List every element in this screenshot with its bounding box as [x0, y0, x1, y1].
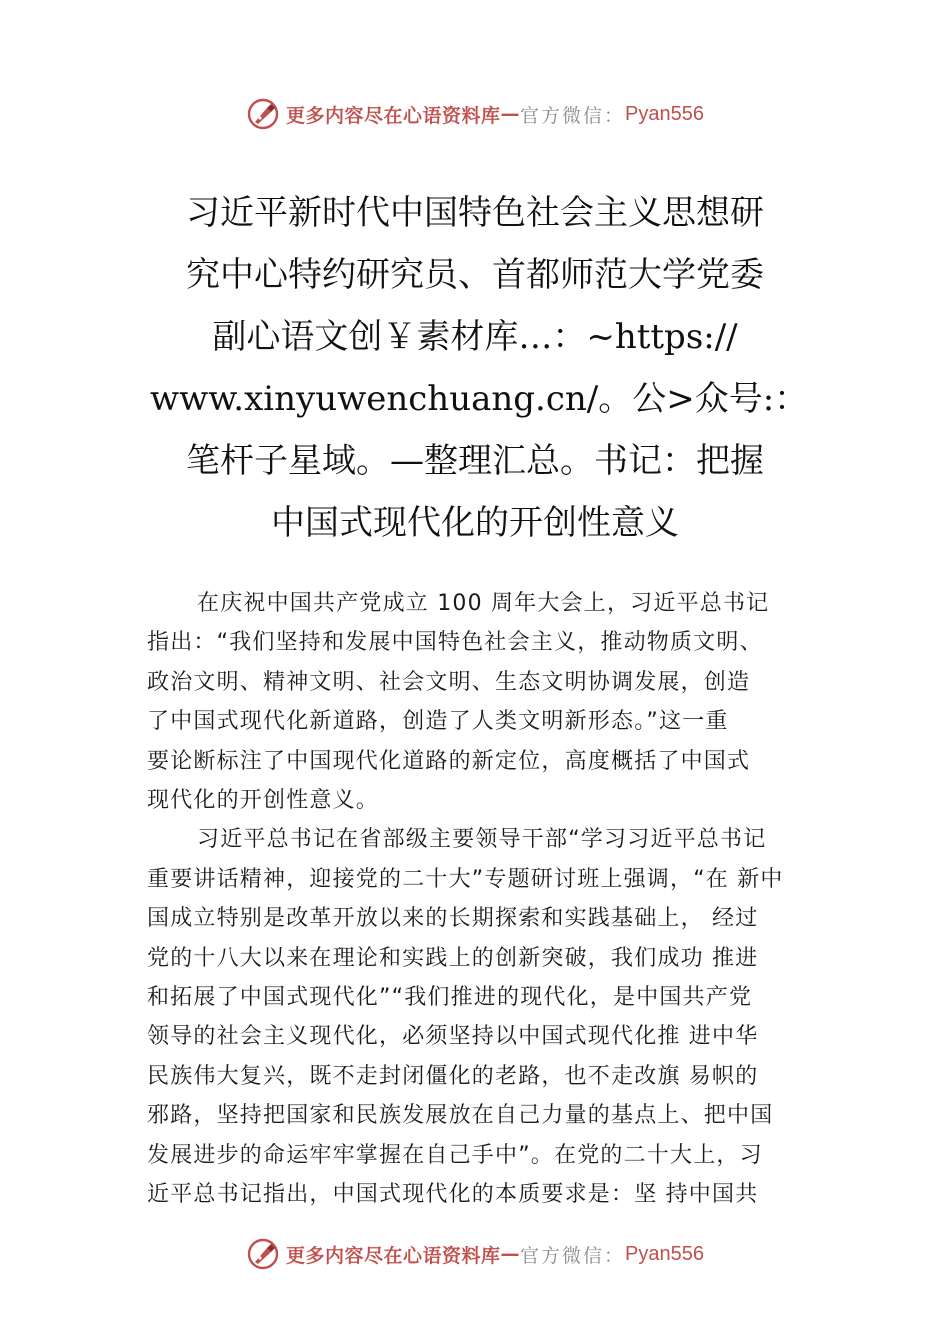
paragraph-line: 在庆祝中国共产党成立 100 周年大会上，习近平总书记	[197, 591, 770, 616]
paragraph-line: 国成立特别是改革开放以来的长期探索和实践基础上， 经过	[147, 906, 759, 932]
paragraph-line: 政治文明、精神文明、社会文明、生态文明协调发展，创造	[147, 669, 751, 695]
paragraph-line: 现代化的开创性意义。	[147, 788, 380, 814]
pen-nib-logo-icon	[246, 1237, 280, 1271]
paragraph-line: 领导的社会主义现代化，必须坚持以中国式现代化推 进中华	[147, 1024, 759, 1050]
document-title	[150, 182, 809, 554]
wechat-id: Pyan556	[625, 102, 704, 125]
footer-banner	[0, 1232, 950, 1276]
paragraph-line: 重要讲话精神，迎接党的二十大”专题研讨班上强调，“在 新中	[147, 866, 784, 892]
document-body	[147, 584, 837, 1215]
banner-separator: —	[500, 103, 521, 125]
paragraph-line: 近平总书记指出，中国式现代化的本质要求是：坚 持中国共	[147, 1182, 759, 1208]
wechat-label: 官方微信：	[520, 1244, 626, 1267]
paragraph-line: 指出：“我们坚持和发展中国特色社会主义，推动物质文明、	[147, 630, 763, 656]
paragraph-line: 和拓展了中国式现代化”“我们推进的现代化，是中国共产党	[147, 985, 753, 1011]
title-line: 中国式现代化的开创性意义	[271, 503, 679, 543]
banner-separator: —	[500, 1243, 521, 1265]
banner-title: 更多内容尽在心语资料库	[286, 1244, 501, 1267]
banner-title: 更多内容尽在心语资料库	[286, 104, 501, 127]
paragraph-line: 要论断标注了中国现代化道路的新定位，高度概括了中国式	[147, 748, 751, 774]
wechat-id: Pyan556	[625, 1242, 704, 1265]
wechat-label: 官方微信：	[520, 104, 626, 127]
pen-nib-logo-icon	[246, 97, 280, 131]
header-banner	[0, 92, 950, 136]
paragraph-line: 党的十八大以来在理论和实践上的创新突破，我们成功 推进	[147, 945, 759, 971]
title-line: www.xinyuwenchuang.cn/。公>众号:：	[150, 379, 809, 419]
paragraph-line: 邪路，坚持把国家和民族发展放在自己力量的基点上、把中国	[147, 1103, 774, 1129]
paragraph-line: 民族伟大复兴，既不走封闭僵化的老路，也不走改旗 易帜的	[147, 1063, 759, 1089]
paragraph-line: 习近平总书记在省部级主要领导干部“学习习近平总书记	[197, 827, 767, 853]
paragraph-line: 发展进步的命运牢牢掌握在自己手中”。在党的二十大上，习	[147, 1142, 763, 1168]
title-line: 习近平新时代中国特色社会主义思想研	[186, 193, 764, 233]
title-line: 笔杆子星域。—整理汇总。书记：把握	[186, 441, 764, 481]
title-line: 副心语文创￥素材库…：~https://	[212, 317, 738, 357]
paragraph-line: 了中国式现代化新道路，创造了人类文明新形态。”这一重	[147, 709, 729, 735]
title-line: 究中心特约研究员、首都师范大学党委	[186, 255, 764, 295]
